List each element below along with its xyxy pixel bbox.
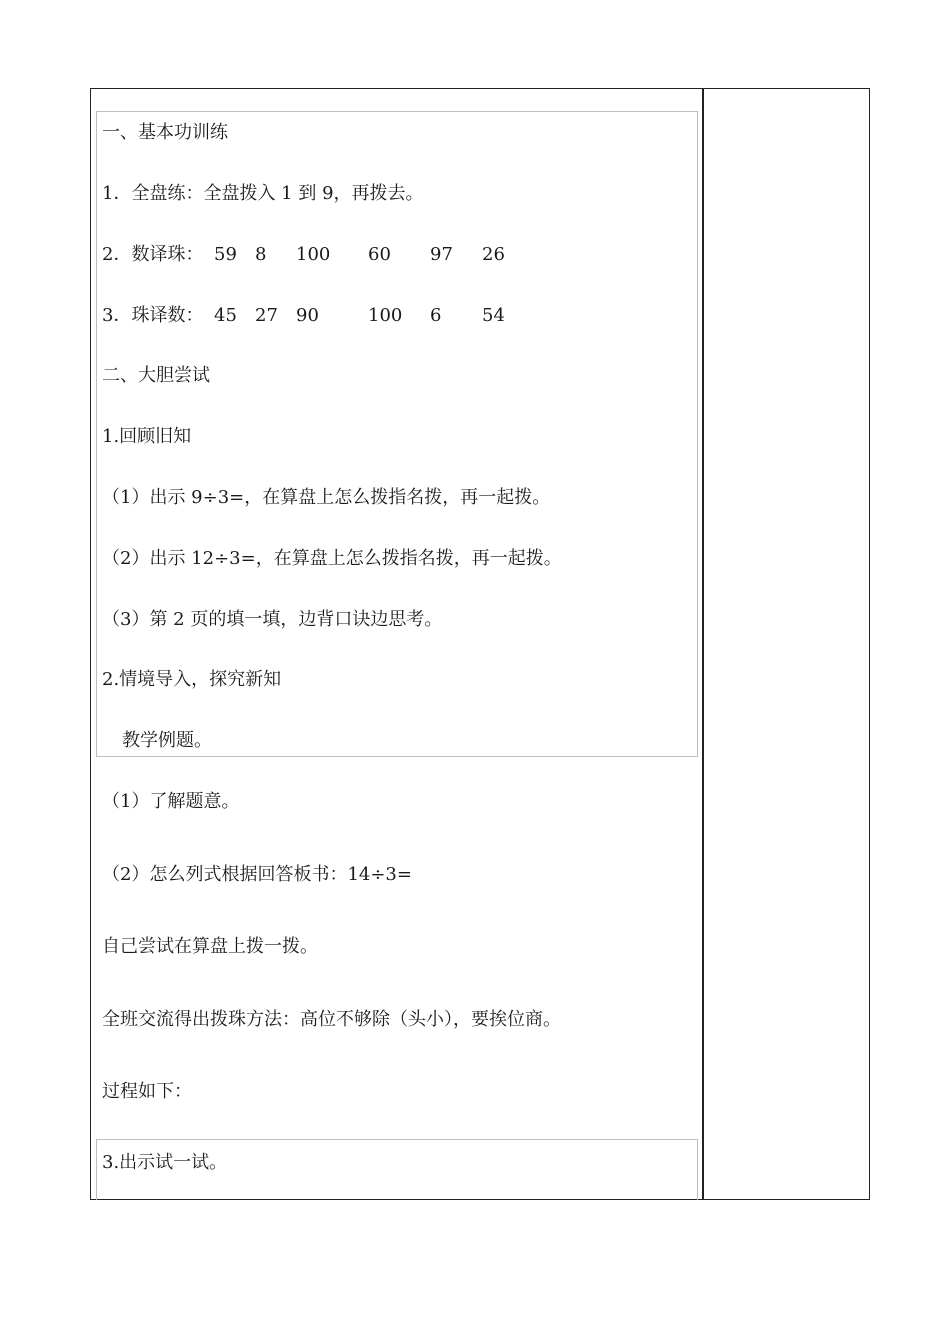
item3-number: 54 (482, 305, 505, 326)
column-divider (702, 88, 704, 1200)
review-item-1: （1）出示 9÷3=，在算盘上怎么拨指名拨，再一起拨。 (102, 487, 551, 508)
situation-title: 2.情境导入，探究新知 (102, 669, 282, 690)
step-1: （1）了解题意。 (102, 791, 240, 812)
section1-heading: 一、基本功训练 (102, 122, 228, 143)
section3-title: 3.出示试一试。 (102, 1152, 228, 1173)
review-item-2: （2）出示 12÷3=，在算盘上怎么拨指名拨，再一起拨。 (102, 548, 562, 569)
section1-item3 (102, 304, 203, 328)
review-title: 1.回顾旧知 (102, 426, 192, 447)
item3-number: 27 (255, 305, 278, 326)
item2-number: 100 (296, 244, 331, 265)
section1-item1: 1．全盘练：全盘拨入 1 到 9，再拨去。 (102, 183, 424, 204)
item3-number: 90 (296, 305, 319, 326)
review-item-3: （3）第 2 页的填一填，边背口诀边思考。 (102, 609, 443, 630)
exchange-text: 全班交流得出拨珠方法：高位不够除（头小），要挨位商。 (102, 1009, 561, 1030)
section2-heading: 二、大胆尝试 (102, 365, 210, 386)
example-text: 教学例题。 (122, 730, 212, 751)
item3-number: 6 (430, 305, 442, 326)
section1-item2 (102, 243, 203, 267)
item2-number: 60 (368, 244, 391, 265)
step-2: （2）怎么列式根据回答板书：14÷3= (102, 864, 412, 885)
item2-number: 59 (214, 244, 237, 265)
process-text: 过程如下： (102, 1081, 192, 1102)
item3-label: 3．珠译数： (102, 305, 204, 326)
item2-number: 8 (255, 244, 267, 265)
try-text: 自己尝试在算盘上拨一拨。 (102, 936, 318, 957)
item2-label: 2．数译珠： (102, 244, 204, 265)
item3-number: 100 (368, 305, 403, 326)
item2-number: 97 (430, 244, 453, 265)
item3-number: 45 (214, 305, 237, 326)
item2-number: 26 (482, 244, 505, 265)
